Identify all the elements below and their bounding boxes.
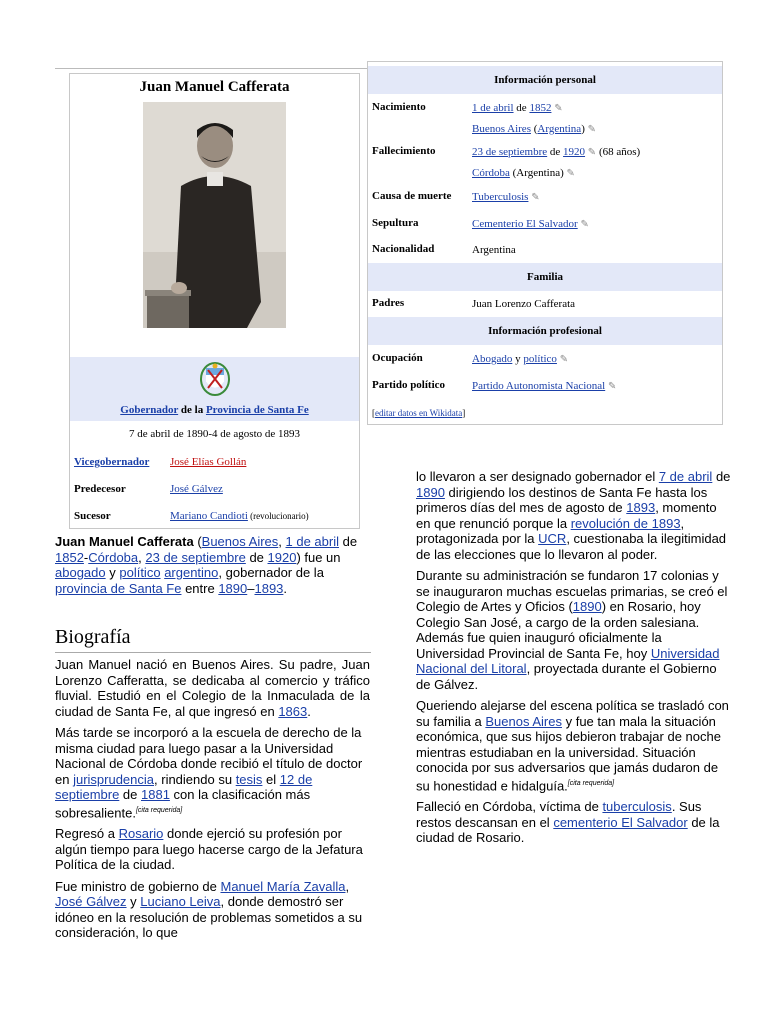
link-buenos-aires-b[interactable]: Buenos Aires [485,713,562,729]
personal-header: Información personal [368,66,722,94]
governor-link[interactable]: Gobernador [120,404,179,416]
predecessor-label: Predecesor [74,483,126,495]
link-1893b[interactable]: 1893 [626,500,656,515]
party-label: Partido político [372,379,446,391]
term-dates: 7 de abril de 1890-4 de agosto de 1893 [128,428,301,440]
occupation-and: y [512,353,524,365]
link-7-de-abril[interactable]: 7 de abril [658,469,713,484]
death-day-link[interactable]: 23 de septiembre [472,146,548,158]
edit-pencil-icon[interactable]: ✎ [580,219,589,230]
party-link[interactable]: Partido Autonomista Nacional [472,380,606,392]
link-luciano-leiva[interactable]: Luciano Leiva [140,894,221,910]
link-jurisprudencia[interactable]: jurisprudencia [73,771,155,787]
province-link[interactable]: Provincia de Santa Fe [205,404,309,416]
link-1881[interactable]: 1881 [141,787,170,802]
link-ucr[interactable]: UCR [538,531,567,546]
occupation-politician-link[interactable]: político [523,353,557,365]
cause-link[interactable]: Tuberculosis [472,191,529,203]
portrait-photo [143,102,286,328]
link-tesis[interactable]: tesis [235,771,263,787]
nationality-value: Argentina [472,244,516,256]
link-provincia-santa-fe[interactable]: provincia de Santa Fe [55,580,182,596]
paragraph-2: Más tarde se incorporó a la escuela de derecho de la misma ciudad para luego pasar a la Universidad Nacional de Córdoba donde recibió el título de doctor en jurisprudencia, rindiendo su tesis el 12 de septiembre de 1881 con la clasificación más sobresaliente.[cita requerida] [55,725,363,820]
left-column-text [55,657,370,947]
citation-needed[interactable]: [cita requerida] [567,779,615,787]
predecessor-value[interactable]: José Gálvez [170,483,223,495]
death-country: (Argentina) [509,167,564,179]
nationality-label: Nacionalidad [372,243,435,255]
governor-mid-text: de la [178,404,206,416]
link-1-de-abril[interactable]: 1 de abril [285,534,339,549]
edit-pencil-icon[interactable]: ✎ [554,103,563,114]
link-1893[interactable]: 1893 [254,580,284,596]
link-manuel-maria-zavalla[interactable]: Manuel María Zavalla [220,878,346,894]
edit-pencil-icon[interactable]: ✎ [531,192,540,203]
birth-city-link[interactable]: Buenos Aires [472,123,531,135]
link-cementerio-el-salvador[interactable]: cementerio El Salvador [553,814,688,830]
link-abogado[interactable]: abogado [55,565,106,580]
death-age: (68 años) [596,146,641,158]
edit-pencil-icon[interactable]: ✎ [607,381,617,392]
coat-of-arms-band [70,357,359,421]
link-rosario[interactable]: Rosario [118,826,164,842]
paragraph-8: Falleció en Córdoba, víctima de tuberculosis. Sus restos descansan en el cementerio El Salvador de la ciudad de Rosario. [416,799,720,846]
link-politico[interactable]: político [119,565,161,580]
birth-de: de [513,102,530,114]
link-1890c[interactable]: 1890 [572,599,602,614]
paragraph-1: Juan Manuel nació en Buenos Aires. Su padre, Juan Lorenzo Cafferatta, se dedicaba al comercio y tráfico fluvial. Estudió en el Colegio de la Inmaculada de la ciudad de Santa Fe, al que ingresó en 1863. [55,657,370,719]
right-column-text [416,469,732,852]
lead-paragraph: Juan Manuel Cafferata (Buenos Aires, 1 de abril de 1852-Córdoba, 23 de septiembre de 1920) fue un abogado y político argentino, gobernador de la provincia de Santa Fe entre 1890–1893. [55,534,358,596]
death-city-link[interactable]: Córdoba [472,167,510,179]
edit-wikidata-link[interactable]: editar datos en Wikidata [375,408,463,418]
vicegovernor-label[interactable]: Vicegobernador [74,456,150,468]
link-1890b[interactable]: 1890 [416,484,445,500]
link-1920[interactable]: 1920 [267,549,297,565]
edit-pencil-icon[interactable]: ✎ [587,124,597,135]
paragraph-3: Regresó a Rosario donde ejerció su profesión por algún tiempo para luego hacerse cargo de la Jefatura Política de la ciudad. [55,826,363,873]
paragraph-7: Queriendo alejarse del escena política se trasladó con su familia a Buenos Aires y fue tan mala la situación económica, que sus hijos debieron trabajar de noche mientras estudiaban en la universidad. Situación conocida por sus adversarios que jamás dudaron de su honestidad e hidalguía.[cita requerida] [416,698,729,793]
governor-line [70,404,359,416]
paragraph-6: Durante su administración se fundaron 17 colonias y se inauguraron muchas escuelas primarias, se creó el Colegio de Artes y Oficios (1890) en Rosario, hoy Colegio San José, a cargo de la orden salesiana. Además fue quien inauguró oficialmente la Universidad Provincial de Santa Fe, hoy Universidad Nacional del Litoral, proyectada durante el Gobierno de Gálvez. [416,568,728,692]
link-tuberculosis[interactable]: tuberculosis [602,799,672,815]
edit-pencil-icon[interactable]: ✎ [566,168,575,179]
burial-link[interactable]: Cementerio El Salvador [472,218,578,230]
top-rule [55,68,370,69]
death-year-link[interactable]: 1920 [563,146,586,158]
paragraph-5: lo llevaron a ser designado gobernador el 7 de abril de 1890 dirigiendo los destinos de Santa Fe hasta los primeros días del mes de agosto de 1893, momento en que renunció porque la revolución de 1893, protagonizada por la UCR, cuestionaba la ilegitimidad de las elecciones que lo llevaron al poder. [416,469,731,562]
coat-of-arms-icon [200,362,230,397]
link-1863[interactable]: 1863 [278,703,308,719]
link-1890[interactable]: 1890 [218,580,248,596]
death-label: Fallecimiento [372,145,436,157]
cause-label: Causa de muerte [372,190,452,202]
link-unl[interactable]: Universidad Nacional del Litoral [416,645,720,676]
citation-needed[interactable]: [cita requerida] [135,806,183,814]
successor-value[interactable]: Mariano Candioti [170,510,248,522]
successor-note: (revolucionario) [247,511,309,521]
occupation-lawyer-link[interactable]: Abogado [472,353,513,365]
edit-wikidata: [editar datos en Wikidata] [372,408,466,418]
link-jose-galvez[interactable]: José Gálvez [55,894,127,910]
family-header: Familia [368,263,722,291]
parents-value: Juan Lorenzo Cafferata [472,298,576,310]
paragraph-4: Fue ministro de gobierno de Manuel María Zavalla, José Gálvez y Luciano Leiva, donde demostró ser idóneo en la resolución de problemas sometidos a su consideración, lo que [55,878,363,941]
birth-label: Nacimiento [372,101,426,113]
link-revolucion-1893[interactable]: revolución de 1893 [570,515,681,531]
link-23-de-septiembre[interactable]: 23 de septiembre [145,549,246,565]
edit-pencil-icon[interactable]: ✎ [587,147,597,158]
birth-day-link[interactable]: 1 de abril [472,102,514,114]
link-buenos-aires[interactable]: Buenos Aires [201,534,279,549]
birth-country-link[interactable]: Argentina [537,123,582,135]
birth-year-link[interactable]: 1852 [529,102,552,114]
death-de: de [547,146,564,158]
link-cordoba[interactable]: Córdoba [88,549,139,565]
right-infobox: Información personal Nacimiento 1 de abril de 1852 ✎ Buenos Aires (Argentina) ✎ Fallecimiento 23 de septiembre de 1920 ✎ (68 años) Córdoba (Argentina) ✎ Causa de muerte Tuberculosis ✎ Sepultura Cementerio El Salvador ✎ Nacionalidad Argentina Familia Padres Juan Lorenzo Cafferata Información profesional Ocupación Abogado y político ✎ Partido político Partido Autonomista Nacional ✎ [editar datos en Wikidata] [367,61,723,425]
vicegovernor-value[interactable]: José Elías Gollán [170,456,247,468]
section-heading-biografia: Biografía [55,626,371,653]
professional-header: Información profesional [368,317,722,345]
burial-label: Sepultura [372,217,419,229]
edit-pencil-icon[interactable]: ✎ [559,354,569,365]
occupation-label: Ocupación [372,352,423,364]
link-12-de-septiembre[interactable]: 12 de septiembre [55,771,313,802]
left-infobox [69,73,360,529]
link-argentino[interactable]: argentino [164,565,219,580]
successor-label: Sucesor [74,510,111,522]
parents-label: Padres [372,297,405,309]
link-1852[interactable]: 1852 [55,549,84,565]
infobox-title: Juan Manuel Cafferata [139,79,290,95]
